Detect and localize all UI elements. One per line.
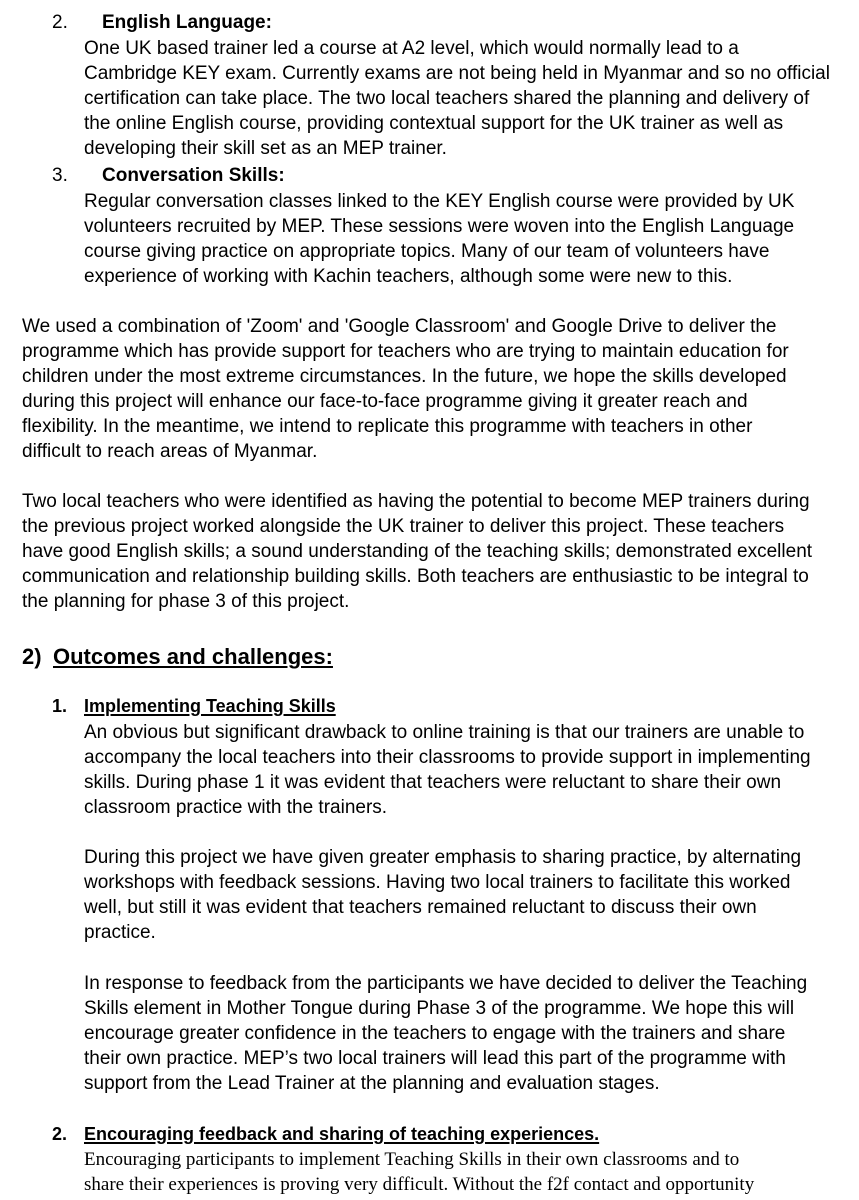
section-number: 2) <box>22 644 42 669</box>
outcome-encouraging-feedback <box>0 1122 859 1200</box>
text-line: encourage greater confidence in the teachers to engage with the trainers and share <box>84 1023 786 1044</box>
text-line: Regular conversation classes linked to the KEY English course were provided by UK <box>84 191 795 212</box>
text-line: children under the most extreme circumstances. In the future, we hope the skills developed <box>22 366 787 387</box>
text-line: course giving practice on appropriate topics. Many of our team of volunteers have <box>84 241 770 262</box>
text-line: share their experiences is proving very difficult. Without the f2f contact and opportunity <box>84 1174 755 1195</box>
list-number: 2. <box>52 12 68 33</box>
text-line: the previous project worked alongside the UK trainer to deliver this project. These teachers <box>22 516 785 537</box>
list-number: 1. <box>52 696 68 716</box>
text-line: accompany the local teachers into their classrooms to provide support in implementing <box>84 747 811 768</box>
text-line: the online English course, providing contextual support for the UK trainer as well as <box>84 113 784 134</box>
list-number: 3. <box>52 165 68 186</box>
list-item-conversation-skills <box>0 160 859 290</box>
text-line: practice. <box>84 922 156 943</box>
text-line: certification can take place. The two local teachers shared the planning and delivery of <box>84 88 810 109</box>
text-line: flexibility. In the meantime, we intend to replicate this programme with teachers in other <box>22 416 753 437</box>
text-line: workshops with feedback sessions. Having two local trainers to facilitate this worked <box>84 872 791 893</box>
text-line: Two local teachers who were identified as having the potential to become MEP trainers during <box>22 491 810 512</box>
text-line: difficult to reach areas of Myanmar. <box>22 441 318 462</box>
list-item-title: English Language: <box>102 12 272 33</box>
paragraph-delivery-tools <box>0 314 859 466</box>
text-line: Skills element in Mother Tongue during Phase 3 of the programme. We hope this will <box>84 998 795 1019</box>
text-line: An obvious but significant drawback to online training is that our trainers are unable to <box>84 722 805 743</box>
text-line: during this project will enhance our face-to-face programme giving it greater reach and <box>22 391 748 412</box>
text-line: Cambridge KEY exam. Currently exams are not being held in Myanmar and so no official <box>84 63 830 84</box>
text-line: One UK based trainer led a course at A2 level, which would normally lead to a <box>84 38 739 59</box>
list-item-english-language <box>0 0 859 160</box>
text-line: experience of working with Kachin teachers, although some were new to this. <box>84 266 733 287</box>
paragraph-local-teachers <box>0 489 859 617</box>
text-line: communication and relationship building skills. Both teachers are enthusiastic to be integral to <box>22 566 809 587</box>
text-line: programme which has provide support for teachers who are trying to maintain education for <box>22 341 789 362</box>
list-item-title: Conversation Skills: <box>102 165 285 186</box>
list-number: 2. <box>52 1124 68 1144</box>
text-line: volunteers recruited by MEP. These sessions were woven into the English Language <box>84 216 795 237</box>
text-line: have good English skills; a sound understanding of the teaching skills; demonstrated excellent <box>22 541 813 562</box>
text-line: In response to feedback from the participants we have decided to deliver the Teaching <box>84 973 808 994</box>
text-line: We used a combination of 'Zoom' and 'Google Classroom' and Google Drive to deliver the <box>22 316 777 337</box>
text-line: classroom practice with the trainers. <box>84 797 388 818</box>
section-title: Outcomes and challenges: <box>53 644 333 669</box>
text-line: their own practice. MEP’s two local trainers will lead this part of the programme with <box>84 1048 786 1069</box>
text-line: developing their skill set as an MEP trainer. <box>84 138 447 159</box>
section-heading <box>0 643 859 673</box>
text-line: support from the Lead Trainer at the planning and evaluation stages. <box>84 1073 660 1094</box>
outcome-implementing-teaching-skills <box>0 694 859 1104</box>
text-line: Encouraging participants to implement Teaching Skills in their own classrooms and to <box>84 1149 740 1170</box>
outcome-title: Implementing Teaching Skills <box>84 696 336 716</box>
text-line: well, but still it was evident that teachers remained reluctant to discuss their own <box>84 897 757 918</box>
outcome-title: Encouraging feedback and sharing of teaching experiences. <box>84 1124 600 1144</box>
text-line: skills. During phase 1 it was evident that teachers were reluctant to share their own <box>84 772 782 793</box>
text-line: During this project we have given greater emphasis to sharing practice, by alternating <box>84 847 802 868</box>
text-line: the planning for phase 3 of this project. <box>22 591 350 612</box>
